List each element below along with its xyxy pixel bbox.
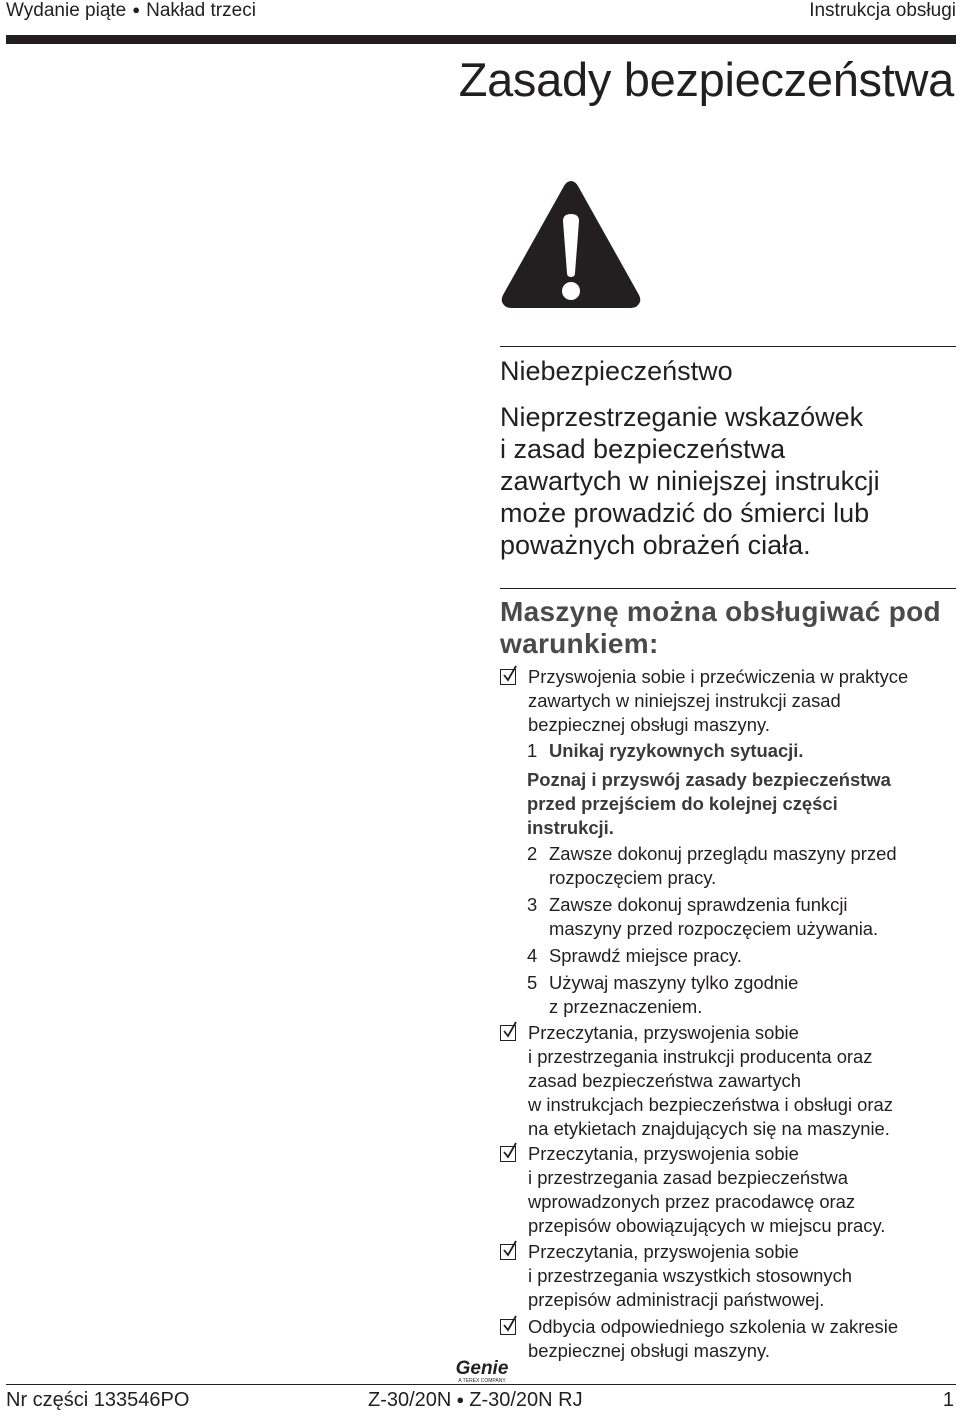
- bullet-icon: ●: [456, 1392, 465, 1407]
- item-line: przepisów obowiązujących w miejscu pracy.: [528, 1215, 886, 1236]
- header-rule: [6, 35, 956, 44]
- item-number: 4: [527, 945, 538, 966]
- manual-type-label: Instrukcja obsługi: [809, 0, 956, 21]
- warning-triangle-icon: [499, 177, 643, 310]
- conditions-rule: [500, 588, 956, 589]
- item-line: Przeczytania, przyswojenia sobie: [528, 1241, 799, 1262]
- edition-label: Wydanie piąte: [6, 0, 127, 21]
- running-header-left: [6, 0, 256, 22]
- checklist-item: [500, 1142, 950, 1238]
- item-line: z przeznaczeniem.: [549, 996, 703, 1017]
- item-line: bezpiecznej obsługi maszyny.: [528, 714, 770, 735]
- item-line: Zawsze dokonuj sprawdzenia funkcji: [549, 894, 848, 915]
- danger-rule: [500, 346, 956, 347]
- heading-line: Maszynę można obsługiwać pod: [500, 596, 941, 627]
- model-b: Z-30/20N RJ: [469, 1389, 583, 1411]
- numbered-item: [527, 944, 957, 968]
- footer-rule: [6, 1384, 956, 1385]
- item-line: wprowadzonych przez pracodawcę oraz: [528, 1191, 856, 1212]
- item-line: Sprawdź miejsce pracy.: [549, 945, 742, 966]
- note-line: przed przejściem do kolejnej części: [527, 793, 838, 814]
- model-names: [368, 1389, 583, 1412]
- part-number: Nr części 133546PO: [6, 1389, 190, 1411]
- item-line: Używaj maszyny tylko zgodnie: [549, 972, 799, 993]
- page-number: 1: [942, 1389, 954, 1411]
- danger-line: i zasad bezpieczeństwa: [500, 434, 786, 464]
- numbered-item: [527, 971, 957, 1019]
- checklist-item: [500, 665, 950, 737]
- note-line: Poznaj i przyswój zasady bezpieczeństwa: [527, 769, 891, 790]
- danger-line: poważnych obrażeń ciała.: [500, 530, 811, 560]
- checkbox-checked-icon: [500, 1025, 516, 1041]
- item-line: na etykietach znajdujących się na maszynie.: [528, 1118, 890, 1139]
- item-line: i przestrzegania zasad bezpieczeństwa: [528, 1167, 848, 1188]
- checklist-item: [500, 1021, 950, 1141]
- item-line: zasad bezpieczeństwa zawartych: [528, 1070, 801, 1091]
- note-line: instrukcji.: [527, 817, 614, 838]
- numbered-item: [527, 893, 957, 941]
- model-a: Z-30/20N: [368, 1389, 452, 1411]
- item-number: 3: [527, 894, 538, 915]
- checkbox-checked-icon: [500, 1244, 516, 1260]
- checklist-item: [500, 1315, 950, 1363]
- page-title: Zasady bezpieczeństwa: [458, 53, 954, 106]
- item-line: Zawsze dokonuj przeglądu maszyny przed: [549, 843, 897, 864]
- item-line: Odbycia odpowiedniego szkolenia w zakresie: [528, 1316, 899, 1337]
- numbered-item: [527, 739, 957, 763]
- danger-line: może prowadzić do śmierci lub: [500, 498, 870, 528]
- heading-line: warunkiem:: [500, 628, 659, 659]
- printing-label: Nakład trzeci: [146, 0, 256, 21]
- danger-heading: Niebezpieczeństwo: [500, 356, 733, 386]
- checkbox-checked-icon: [500, 669, 516, 685]
- item-line: rozpoczęciem pracy.: [549, 867, 717, 888]
- danger-line: zawartych w niniejszej instrukcji: [500, 466, 880, 496]
- bullet-icon: ●: [132, 2, 141, 17]
- item-line: zawartych w niniejszej instrukcji zasad: [528, 690, 841, 711]
- item-line: Przyswojenia sobie i przećwiczenia w praktyce: [528, 666, 909, 687]
- numbered-item: [527, 842, 957, 890]
- safety-note: [527, 768, 947, 840]
- item-line: i przestrzegania instrukcji producenta oraz: [528, 1046, 873, 1067]
- checklist-item: [500, 1240, 950, 1312]
- item-number: 2: [527, 843, 538, 864]
- item-line: i przestrzegania wszystkich stosownych: [528, 1265, 853, 1286]
- checkbox-checked-icon: [500, 1319, 516, 1335]
- item-line: maszyny przed rozpoczęciem używania.: [549, 918, 879, 939]
- item-number: 1: [527, 740, 538, 761]
- danger-line: Nieprzestrzeganie wskazówek: [500, 402, 864, 432]
- logo-brand: Genie: [455, 1358, 509, 1379]
- item-line: w instrukcjach bezpieczeństwa i obsługi oraz: [528, 1094, 893, 1115]
- item-line: Przeczytania, przyswojenia sobie: [528, 1143, 799, 1164]
- genie-logo: [444, 1357, 520, 1383]
- logo-tagline: A TEREX COMPANY: [458, 1378, 506, 1383]
- item-line: przepisów administracji państwowej.: [528, 1289, 825, 1310]
- danger-message: [500, 401, 940, 561]
- checkbox-checked-icon: [500, 1146, 516, 1162]
- item-line: Przeczytania, przyswojenia sobie: [528, 1022, 799, 1043]
- item-number: 5: [527, 972, 538, 993]
- item-line: bezpiecznej obsługi maszyny.: [528, 1340, 770, 1361]
- conditions-heading: [500, 596, 950, 660]
- item-text: Unikaj ryzykownych sytuacji.: [549, 740, 804, 761]
